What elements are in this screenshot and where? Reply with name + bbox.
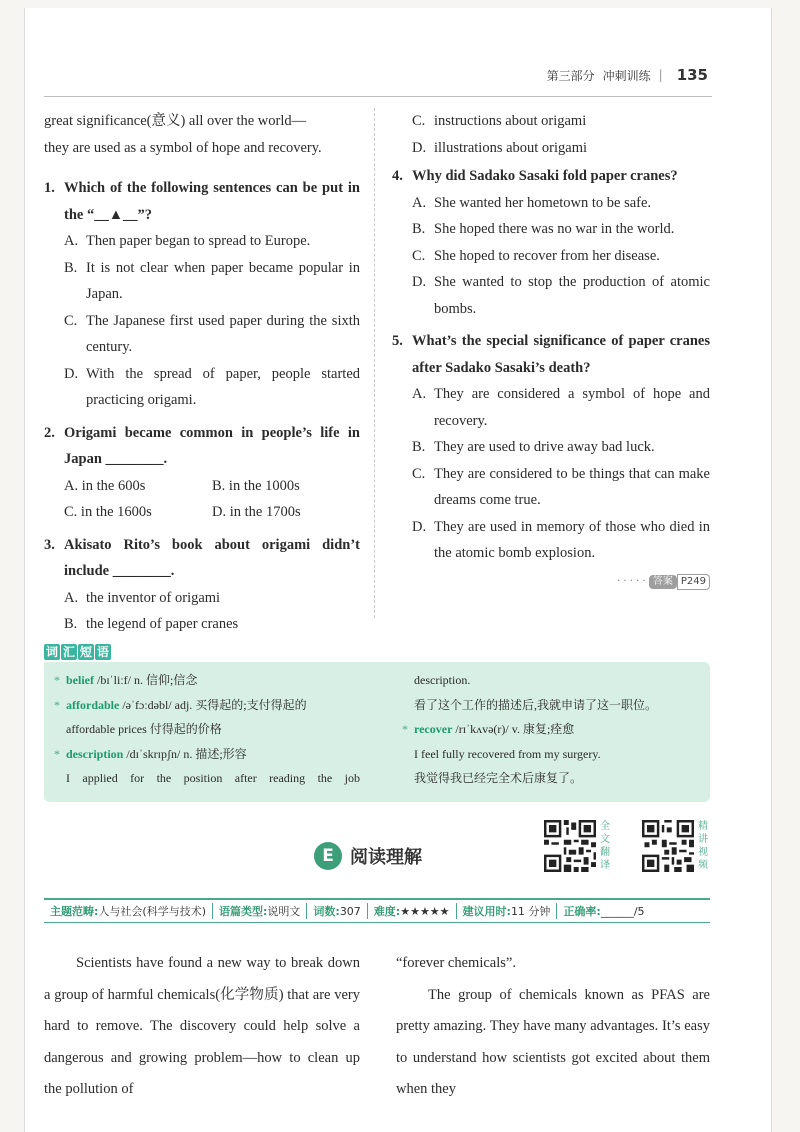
reading-right-column (396, 948, 710, 1106)
meta-difficulty: 难度:★★★★★ (368, 903, 457, 919)
qr-code-video-icon[interactable] (642, 820, 694, 872)
q4-option-a[interactable]: A. She wanted her hometown to be safe. (412, 194, 652, 211)
column-divider (374, 108, 375, 618)
question-3: 3. Akisato Rito’s book about origami didn’t include ________. (44, 536, 360, 579)
q5-option-d[interactable]: D. They are used in memory of those who died in the atomic bomb explosion. (412, 518, 710, 561)
reading-left-column (44, 948, 360, 1106)
reading-paragraph: “forever chemicals”. (396, 955, 516, 971)
vocab-entry-belief: * belief /bɪˈliːf/ n. 信仰;信念 (54, 673, 198, 687)
vocab-entry-affordable: * affordable /əˈfɔːdəbl/ adj. 买得起的;支付得起的 (54, 697, 307, 712)
page-number: 135 (676, 66, 708, 84)
vocab-entry-recover: * recover /rɪˈkʌvə(r)/ v. 康复;痊愈 (402, 722, 575, 736)
q4-option-c[interactable]: C. She hoped to recover from her disease. (412, 247, 660, 264)
reading-paragraph: Scientists have found a new way to break down a group of harmful chemicals(化学物质) that are very hard to remove. The discovery could help solve a dangerous and growing problem—how to clean up the pollution of (44, 955, 360, 1097)
vocab-example: affordable prices 付得起的价格 (66, 722, 222, 736)
vocab-example: I applied for the position after reading the job (66, 771, 360, 785)
vocab-heading: 词 汇 短 语 (45, 645, 109, 659)
question-1: 1. Which of the following sentences can be put in the “__▲__”? (44, 180, 360, 223)
q5-option-a[interactable]: A. They are considered a symbol of hope and recovery. (412, 386, 710, 429)
q1-option-b[interactable]: B. It is not clear when paper became popular in Japan. (64, 259, 360, 302)
question-2: 2. Origami became common in people’s life in Japan ________. (44, 424, 360, 467)
q2-option-b[interactable]: B. in the 1000s (212, 477, 300, 494)
meta-accuracy: 正确率:______/5 (563, 905, 645, 918)
header-rule (44, 96, 712, 97)
qr-code-translation-icon[interactable] (544, 820, 596, 872)
vocab-example: description. (414, 673, 471, 687)
answer-dots: · · · · · (617, 575, 646, 587)
qr-label-video: 精 讲 视 频 (698, 821, 708, 871)
q1-option-d[interactable]: D. With the spread of paper, people started practicing origami. (64, 365, 360, 408)
header-subsection: 冲刺训练 (602, 68, 651, 83)
vocab-left (54, 668, 360, 791)
right-column (392, 108, 710, 595)
header-separator: | (658, 68, 663, 82)
reading-paragraph: The group of chemicals known as PFAS are pretty amazing. They have many advantages. It’s easy to understand how scientists got excited about them when they (396, 986, 710, 1097)
answer-page: P249 (677, 574, 710, 590)
section-e-heading (314, 842, 422, 870)
answer-reference[interactable] (392, 569, 710, 596)
q3-option-c[interactable]: C. instructions about origami (412, 113, 587, 129)
meta-words: 词数:307 (307, 903, 367, 919)
q2-options-row (44, 499, 360, 526)
q2-option-d[interactable]: D. in the 1700s (212, 504, 301, 520)
q2-options-row (44, 473, 360, 500)
question-4: 4. Why did Sadako Sasaki fold paper cranes? (392, 168, 678, 184)
q5-option-b[interactable]: B. They are used to drive away bad luck. (412, 439, 655, 455)
q4-option-b[interactable]: B. She hoped there was no war in the world. (412, 221, 675, 237)
q3-option-d[interactable]: D. illustrations about origami (412, 139, 588, 156)
q1-option-c[interactable]: C. The Japanese first used paper during the sixth century. (64, 312, 360, 355)
vocab-example-cn: 我觉得我已经完全术后康复了。 (414, 771, 583, 785)
vocab-right (402, 668, 702, 791)
left-column (44, 108, 360, 638)
question-5: 5. What’s the special significance of paper cranes after Sadako Sasaki’s death? (392, 333, 710, 376)
reading-meta-bar (44, 898, 710, 923)
header-section: 第三部分 (546, 68, 595, 83)
q3-option-a[interactable]: A. the inventor of origami (64, 589, 221, 606)
qr-label-translation: 全 文 翻 译 (600, 821, 610, 871)
meta-time: 建议用时:11 分钟 (457, 903, 558, 919)
vocab-example-cn: 看了这个工作的描述后,我就申请了这一职位。 (414, 697, 658, 712)
vocab-example: I feel fully recovered from my surgery. (414, 746, 601, 761)
intro-line: they are used as a symbol of hope and recovery. (44, 139, 322, 156)
q5-option-c[interactable]: C. They are considered to be things that can make dreams come true. (412, 465, 710, 508)
section-title: 阅读理解 (350, 847, 422, 868)
meta-theme: 主题范畴:人与社会(科学与技术) (44, 903, 213, 919)
answer-tag: 答案 (649, 575, 677, 589)
q3-option-b[interactable]: B. the legend of paper cranes (64, 616, 239, 632)
meta-genre: 语篇类型:说明文 (213, 903, 307, 919)
q2-option-a[interactable]: A. in the 600s (64, 477, 146, 494)
vocab-box (44, 662, 710, 802)
q1-option-a[interactable]: A. Then paper began to spread to Europe. (64, 233, 311, 249)
intro-line: great significance(意义) all over the world— (44, 113, 307, 129)
page-header (547, 66, 708, 84)
q2-option-c[interactable]: C. in the 1600s (64, 504, 152, 520)
section-badge: E (314, 842, 342, 870)
q4-option-d[interactable]: D. She wanted to stop the production of atomic bombs. (412, 274, 710, 317)
vocab-entry-description: * description /dɪˈskrɪpʃn/ n. 描述;形容 (54, 746, 247, 761)
